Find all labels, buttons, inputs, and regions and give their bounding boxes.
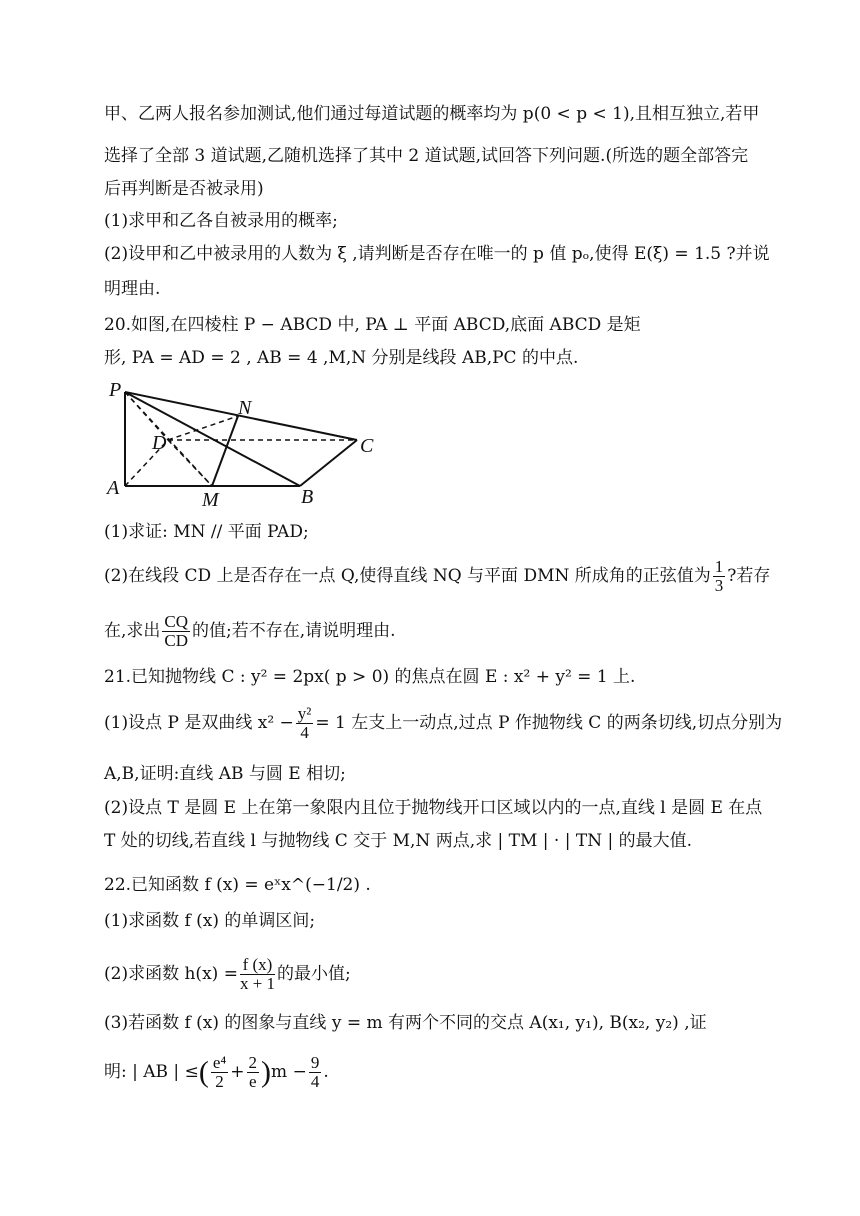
text-line: A,B,证明:直线 AB 与圆 E 相切; [104, 764, 346, 784]
fraction [296, 705, 314, 742]
text-segment: (2)在线段 CD 上是否存在一点 Q,使得直线 NQ 与平面 DMN 所成角的正弦值为 [104, 566, 711, 586]
text-line: 选择了全部 3 道试题,乙随机选择了其中 2 道试题,试回答下列问题.(所选的题全部答完 [104, 146, 749, 166]
fraction-denominator: x + 1 [239, 974, 276, 993]
text-line-with-fraction [104, 705, 782, 742]
text-line-with-fraction [104, 558, 770, 595]
vertex-label-n: N [238, 397, 252, 419]
vertex-label-m: M [202, 489, 219, 511]
fraction-denominator: e [249, 1072, 257, 1091]
fraction [240, 956, 275, 993]
fraction-denominator: 4 [310, 1072, 320, 1091]
text-segment: 的最小值; [277, 964, 351, 984]
fraction-numerator: 2 [248, 1053, 258, 1072]
plus-sign: + [230, 1062, 245, 1082]
right-paren: ) [261, 1055, 272, 1089]
fraction [211, 1054, 228, 1091]
text-line: T 处的切线,若直线 l 与抛物线 C 交于 M,N 两点,求 | TM | · | TN | 的最大值. [104, 831, 693, 851]
left-paren: ( [198, 1055, 209, 1089]
text-line: (2)设点 T 是圆 E 上在第一象限内且位于抛物线开口区域以内的一点,直线 l 是圆 E 在点 [104, 798, 763, 818]
text-segment: 的值;若不存在,请说明理由. [192, 621, 396, 641]
text-segment: ?若存 [727, 566, 771, 586]
text-line: (1)求甲和乙各自被录用的概率; [104, 211, 338, 231]
text-segment: (2)求函数 h(x) = [104, 964, 238, 984]
fraction-denominator: 4 [300, 723, 309, 742]
vertex-label-a: A [107, 477, 120, 499]
fraction-denominator: 2 [215, 1072, 224, 1091]
text-line-with-fraction [104, 1054, 329, 1091]
text-segment: = 1 左支上一动点,过点 P 作抛物线 C 的两条切线,切点分别为 [315, 713, 783, 733]
text-segment: . [323, 1062, 329, 1082]
fraction [162, 613, 190, 650]
text-line: (1)求函数 f (x) 的单调区间; [104, 911, 316, 931]
text-line: 甲、乙两人报名参加测试,他们通过每道试题的概率均为 p(0 < p < 1),且相互独立,若甲 [104, 104, 760, 124]
pyramid-figure [100, 372, 390, 512]
fraction-numerator: y² [297, 704, 312, 723]
fraction-numerator: CQ [164, 612, 189, 631]
text-line: (3)若函数 f (x) 的图象与直线 y = m 有两个不同的交点 A(x₁, y₁), B(x₂, y₂) ,证 [104, 1013, 707, 1033]
text-segment: (1)设点 P 是双曲线 x² − [104, 713, 294, 733]
fraction-numerator: 1 [714, 557, 724, 576]
fraction-numerator: f (x) [240, 956, 275, 975]
text-segment: m − [271, 1062, 307, 1082]
problem-20-header: 20.如图,在四棱柱 P − ABCD 中, PA ⊥ 平面 ABCD,底面 ABCD 是矩 [104, 315, 641, 335]
fraction [309, 1054, 322, 1091]
fraction-denominator: CD [164, 631, 189, 650]
vertex-label-p: P [109, 379, 122, 401]
text-line: (1)求证: MN // 平面 PAD; [104, 522, 309, 542]
text-segment: 明: | AB | ≤ [104, 1062, 199, 1082]
text-line-with-fraction [104, 613, 396, 650]
problem-22-header: 22.已知函数 f (x) = eˣx^(−1/2) . [104, 875, 371, 895]
text-line-with-fraction [104, 956, 351, 993]
text-line: (2)设甲和乙中被录用的人数为 ξ ,请判断是否存在唯一的 p 值 pₒ,使得 E(ξ) = 1.5 ?并说 [104, 244, 770, 264]
text-line: 明理由. [104, 279, 161, 299]
vertex-label-d: D [152, 432, 167, 454]
problem-21-header: 21.已知抛物线 C : y² = 2px( p > 0) 的焦点在圆 E : x² + y² = 1 上. [104, 667, 636, 687]
text-line: 后再判断是否被录用) [104, 179, 264, 199]
fraction [247, 1054, 260, 1091]
text-line: 形, PA = AD = 2 , AB = 4 ,M,N 分别是线段 AB,PC 的中点. [104, 348, 579, 368]
fraction [713, 558, 726, 595]
fraction-denominator: 3 [714, 576, 724, 595]
fraction-numerator: e⁴ [212, 1053, 227, 1072]
vertex-label-b: B [301, 486, 314, 508]
fraction-numerator: 9 [310, 1053, 320, 1072]
text-segment: 在,求出 [104, 621, 161, 641]
vertex-label-c: C [360, 435, 374, 457]
